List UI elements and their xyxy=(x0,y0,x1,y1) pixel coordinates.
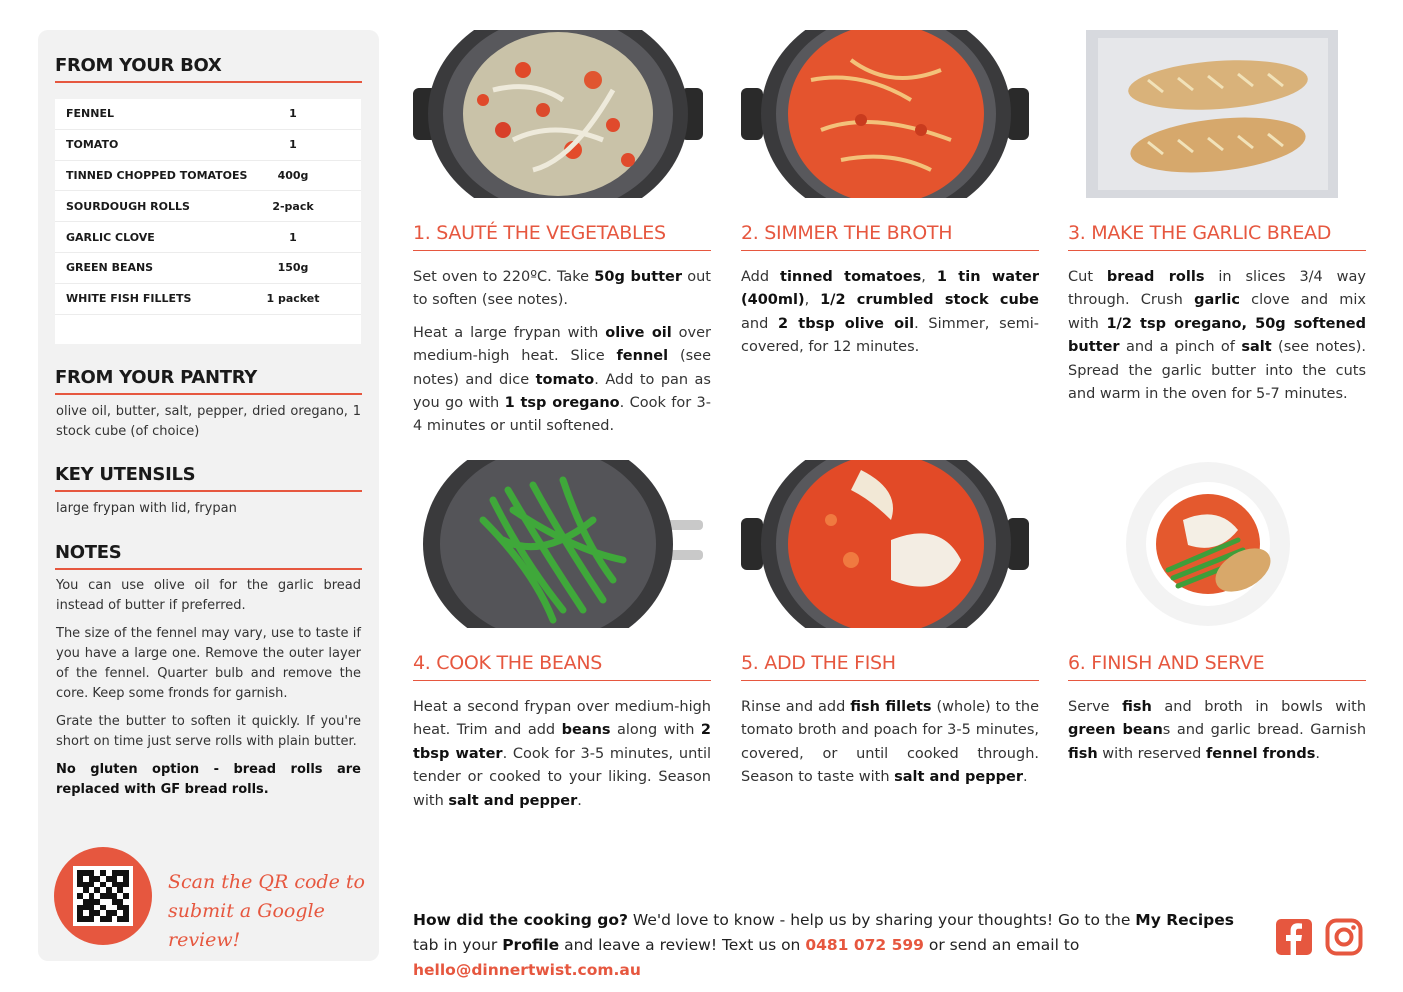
sidebar xyxy=(38,30,379,961)
qr-code-icon[interactable] xyxy=(73,866,133,926)
notes-text xyxy=(56,576,361,808)
bold-text: 1 tin water (400ml) xyxy=(741,269,1039,309)
text: . Cook for 3-4 minutes or until softened. xyxy=(413,395,711,435)
text: or send an email to xyxy=(923,936,1080,954)
text: . xyxy=(1315,745,1321,762)
step-title: 6. FINISH AND SERVE xyxy=(1068,652,1366,681)
text: over medium-high heat. Slice xyxy=(413,324,711,365)
bold-text: salt and pepper xyxy=(448,792,578,809)
bold-text: garlic xyxy=(1194,292,1240,309)
bold-text: green bean xyxy=(1068,722,1163,739)
text: . Simmer, semi-covered, for 12 minutes. xyxy=(741,315,1040,356)
email-link[interactable]: hello@dinnertwist.com.au xyxy=(413,961,641,979)
step-2-photo xyxy=(741,30,1031,198)
text: s and garlic bread. Garnish xyxy=(1162,722,1367,739)
text: Add xyxy=(741,269,781,285)
note-item: Grate the butter to soften it quickly. If you're short on time just serve rolls with plain butter. xyxy=(56,714,361,749)
gluten-note: No gluten option - bread rolls are replaced with GF bread rolls. xyxy=(56,762,361,797)
step-title: 2. SIMMER THE BROTH xyxy=(741,222,1039,251)
bold-text: 1/2 tsp oregano, 50g softened butter xyxy=(1068,315,1366,356)
ingredient-name: GREEN BEANS xyxy=(66,261,154,275)
ingredient-qty: 1 xyxy=(289,138,297,152)
text: (whole) to the tomato broth and poach for 3-5 minutes, covered, or until cooked through. Season to taste with xyxy=(741,699,1039,786)
text: along with xyxy=(610,722,701,739)
instagram-icon[interactable] xyxy=(1325,918,1363,956)
step-title: 1. SAUTÉ THE VEGETABLES xyxy=(413,222,711,251)
my-recipes-link[interactable]: My Recipes xyxy=(1135,911,1234,929)
step-body xyxy=(1068,696,1366,775)
table-row xyxy=(55,161,361,192)
bold-text: fish fillets xyxy=(850,699,932,715)
step-title: 5. ADD THE FISH xyxy=(741,652,1039,681)
step-6-photo xyxy=(1068,460,1358,628)
text: , xyxy=(804,292,821,309)
text: . xyxy=(1022,769,1028,786)
step-3 xyxy=(1068,30,1367,403)
text: . Cook for 3-5 minutes, until tender or cooked to your liking. Season with xyxy=(413,745,711,809)
pantry-heading: FROM YOUR PANTRY xyxy=(55,367,362,395)
text: . Add to pan as you go with xyxy=(413,371,711,412)
text: (see notes). Spread the garlic butter into the cuts and warm in the oven for 5-7 minutes. xyxy=(1068,339,1366,403)
ingredient-name: TOMATO xyxy=(66,138,119,152)
table-row xyxy=(55,222,361,253)
step-body xyxy=(413,696,711,822)
bold-text: salt and pepper xyxy=(894,769,1023,786)
step-title: 4. COOK THE BEANS xyxy=(413,652,711,681)
facebook-icon[interactable] xyxy=(1275,918,1313,956)
box-ingredients-table xyxy=(55,99,361,344)
text: Serve xyxy=(1068,699,1123,715)
bold-text: 1 tsp oregano xyxy=(504,395,620,412)
step-1-photo xyxy=(413,30,703,198)
ingredient-qty: 1 xyxy=(289,107,297,121)
pantry-text: olive oil, butter, salt, pepper, dried oregano, 1 stock cube (of choice) xyxy=(56,404,361,439)
step-4-photo xyxy=(413,460,703,628)
bold-text: 2 tbsp olive oil xyxy=(778,315,915,332)
text: (see notes) and dice xyxy=(413,348,711,388)
text: We'd love to know - help us by sharing your thoughts! Go to the xyxy=(627,911,1136,929)
step-5-photo xyxy=(741,460,1031,628)
step-3-photo xyxy=(1068,30,1358,198)
bold-text: tomato xyxy=(535,371,595,388)
ingredient-qty: 2-pack xyxy=(272,199,314,213)
text: Rinse and add xyxy=(741,699,851,715)
ingredient-name: SOURDOUGH ROLLS xyxy=(66,199,190,213)
profile-link[interactable]: Profile xyxy=(502,936,560,954)
notes-heading: NOTES xyxy=(55,542,362,570)
text: . xyxy=(577,792,582,809)
ingredient-qty: 1 packet xyxy=(266,292,320,306)
step-body xyxy=(1068,266,1366,415)
step-2 xyxy=(741,30,1040,356)
table-row xyxy=(55,253,361,284)
ingredient-name: WHITE FISH FILLETS xyxy=(66,292,192,306)
bold-text: tinned tomatoes xyxy=(780,269,922,285)
text: and xyxy=(741,315,779,332)
step-5 xyxy=(741,460,1039,786)
table-row xyxy=(55,284,361,315)
bold-text: fish xyxy=(1068,745,1098,762)
text: and a pinch of xyxy=(1119,339,1242,356)
text: and leave a review! Text us on xyxy=(559,936,806,954)
text: , xyxy=(921,269,937,285)
bold-text: fennel xyxy=(616,348,669,365)
utensils-text: large frypan with lid, frypan xyxy=(56,501,237,516)
footer-feedback xyxy=(413,908,1263,983)
text: Heat a second frypan over medium-high heat. Trim and add xyxy=(413,699,711,739)
bold-text: 1/2 crumbled stock cube xyxy=(820,292,1039,309)
step-6 xyxy=(1068,460,1367,762)
bold-text: beans xyxy=(561,722,611,739)
qr-badge[interactable] xyxy=(54,847,152,945)
box-heading: FROM YOUR BOX xyxy=(55,55,362,83)
phone-link[interactable]: 0481 072 599 xyxy=(805,936,924,954)
ingredient-name: FENNEL xyxy=(66,107,114,121)
note-item: The size of the fennel may vary, use to taste if you have a large one. Remove the outer layer of the fennel. Quarter bulb and remove the core. Keep some fronds for garnish. xyxy=(56,626,361,701)
text: out to soften (see notes). xyxy=(413,269,711,309)
step-body xyxy=(741,696,1039,799)
bold-text: How did the cooking go? xyxy=(413,911,628,929)
step-1 xyxy=(413,30,711,435)
bold-text: 50g butter xyxy=(594,269,683,285)
text: and broth in bowls with xyxy=(1151,699,1367,715)
ingredient-qty: 150g xyxy=(277,261,309,275)
table-row xyxy=(55,191,361,222)
text: with reserved xyxy=(1097,745,1206,762)
bold-text: bread rolls xyxy=(1106,269,1205,285)
table-row xyxy=(55,130,361,161)
text: tab in your xyxy=(413,936,503,954)
text: clove and mix with xyxy=(1068,292,1366,332)
text: Cut xyxy=(1068,269,1107,285)
qr-caption: Scan the QR code to submit a Google review! xyxy=(168,871,365,951)
utensils-heading: KEY UTENSILS xyxy=(55,464,362,492)
ingredient-name: GARLIC CLOVE xyxy=(66,230,155,244)
bold-text: salt xyxy=(1241,339,1272,356)
table-row xyxy=(55,99,361,130)
ingredient-qty: 1 xyxy=(289,230,297,244)
step-body xyxy=(741,266,1039,369)
bold-text: fennel fronds xyxy=(1206,745,1316,762)
step-body xyxy=(413,266,711,448)
ingredient-qty: 400g xyxy=(277,168,309,182)
step-title: 3. MAKE THE GARLIC BREAD xyxy=(1068,222,1366,251)
text: Heat a large frypan with xyxy=(413,324,606,341)
bold-text: fish xyxy=(1122,699,1152,715)
ingredient-name: TINNED CHOPPED TOMATOES xyxy=(66,168,248,182)
bold-text: olive oil xyxy=(605,324,672,341)
text: Set oven to 220ºC. Take xyxy=(413,269,595,285)
bold-text: 2 tbsp water xyxy=(413,722,711,762)
step-4 xyxy=(413,460,711,809)
text: in slices 3/4 way through. Crush xyxy=(1068,269,1367,309)
note-item: You can use olive oil for the garlic bread instead of butter if preferred. xyxy=(56,578,361,613)
